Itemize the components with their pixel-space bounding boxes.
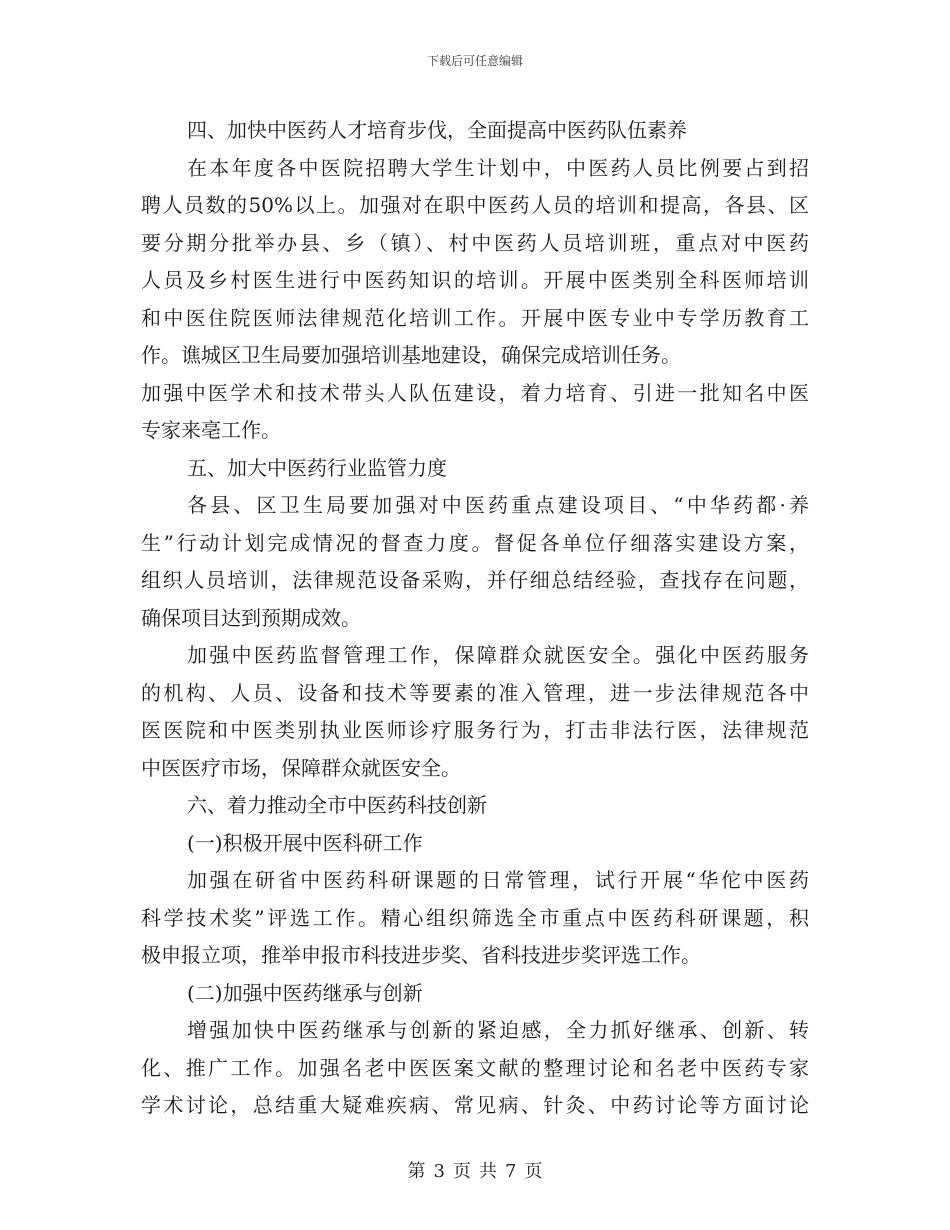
body-text-line: 化、推广工作。加强名老中医医案文献的整理讨论和名老中医药专家 [141,1055,809,1080]
body-text-line: 五、加大中医药行业监管力度 [187,455,447,480]
body-text-line: (二)加强中医药继承与创新 [187,980,423,1005]
body-text-line: 学术讨论，总结重大疑难疾病、常见病、针灸、中药讨论等方面讨论 [141,1093,809,1117]
body-text-line: 加强中医学术和技术带头人队伍建设，着力培育、引进一批知名中医 [141,380,809,405]
body-text-line: 专家来亳工作。 [141,418,281,442]
body-text-line: 和中医住院医师法律规范化培训工作。开展中医专业中专学历教育工 [141,305,809,330]
body-text-line: 科学技术奖”评选工作。精心组织筛选全市重点中医药科研课题，积 [141,905,809,930]
body-text-line: 作。谯城区卫生局要加强培训基地建设，确保完成培训任务。 [141,343,681,367]
footer-total-pages: 7 [505,1161,517,1182]
body-text-line: 极申报立项，推举申报市科技进步奖、省科技进步奖评选工作。 [141,943,701,967]
body-text-line: 在本年度各中医院招聘大学生计划中，中医药人员比例要占到招 [187,155,809,180]
footer-current-page: 3 [433,1161,445,1182]
footer-suffix: 页 [524,1161,543,1182]
body-text-line: 的机构、人员、设备和技术等要素的准入管理，进一步法律规范各中 [141,680,809,705]
page-footer [0,1157,950,1183]
body-text-line: 四、加快中医药人才培育步伐，全面提高中医药队伍素养 [187,118,687,142]
body-text-line: 医医院和中医类别执业医师诊疗服务行为，打击非法行医，法律规范 [141,718,809,742]
body-text-line: 增强加快中医药继承与创新的紧迫感，全力抓好继承、创新、转 [187,1018,809,1042]
body-text-line: 加强中医药监督管理工作，保障群众就医安全。强化中医药服务 [187,643,809,667]
body-text-line: (一)积极开展中医科研工作 [187,830,423,855]
body-text-line: 六、着力推动全市中医药科技创新 [187,793,487,817]
footer-page-word: 页 [453,1161,471,1182]
body-text-line: 人员及乡村医生进行中医药知识的培训。开展中医类别全科医师培训 [141,268,809,292]
body-text-line: 要分期分批举办县、乡（镇）、村中医药人员培训班，重点对中医药 [141,230,809,255]
body-text-line: 中医医疗市场，保障群众就医安全。 [141,755,461,780]
body-text-line: 组织人员培训，法律规范设备采购，并仔细总结经验，查找存在问题， [141,568,809,592]
footer-prefix: 第 [407,1161,426,1182]
body-text-line: 确保项目达到预期成效。 [141,605,361,630]
body-text-line: 生”行动计划完成情况的督查力度。督促各单位仔细落实建设方案， [141,530,809,555]
page-header-note: 下载后可任意编辑 [426,54,523,68]
body-text-line: 聘人员数的50%以上。加强对在职中医药人员的培训和提高，各县、区 [141,193,809,217]
body-text-line: 加强在研省中医药科研课题的日常管理，试行开展“华佗中医药 [187,868,809,892]
document-body [141,112,809,1125]
body-text-line: 各县、区卫生局要加强对中医药重点建设项目、“中华药都·养 [187,493,809,517]
footer-total-word: 共 [479,1161,497,1182]
